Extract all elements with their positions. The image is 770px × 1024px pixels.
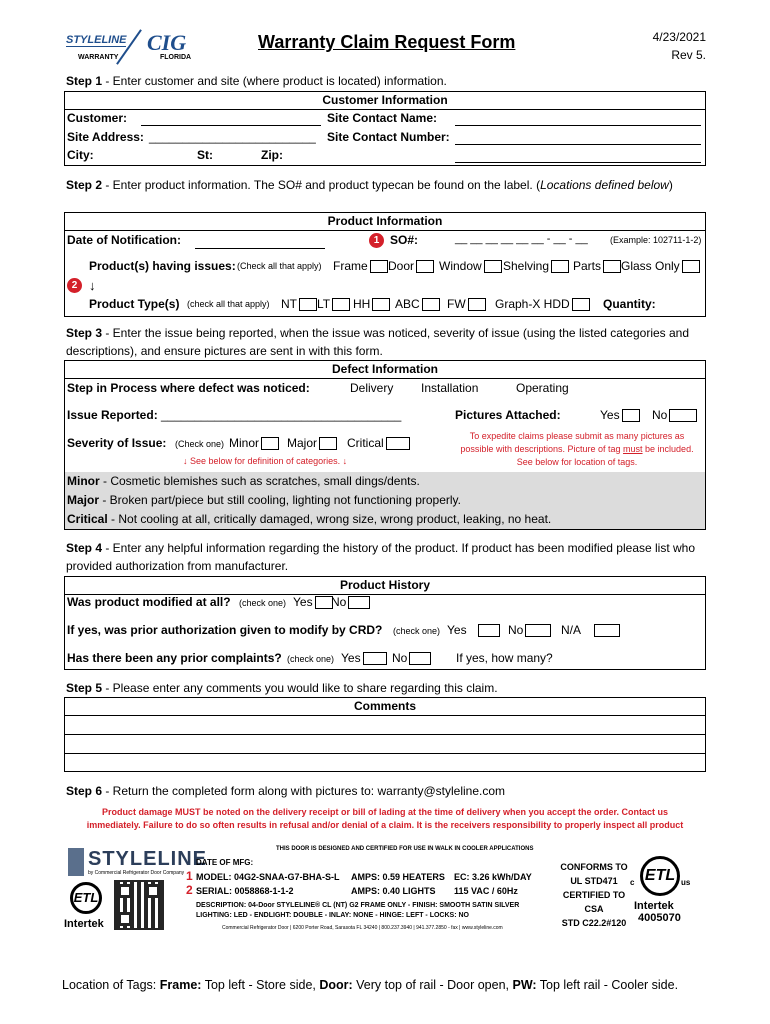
issue-glass-checkbox[interactable]	[682, 260, 700, 273]
tag-headline: THIS DOOR IS DESIGNED AND CERTIFIED FOR USE IN WALK IN COOLER APPLICATIONS	[276, 846, 534, 852]
city-label: City:	[67, 148, 94, 162]
tag-voltage: 115 VAC / 60Hz	[454, 886, 518, 896]
comments-header: Comments	[64, 697, 706, 716]
logo-warranty: WARRANTY	[78, 54, 119, 61]
so-number-field[interactable]: __ __ __ __ __ __ - __ - __	[455, 233, 588, 245]
complaints-question: Has there been any prior complaints?	[67, 651, 282, 665]
so-label: SO#:	[390, 233, 419, 247]
issue-glass-option[interactable]: Glass Only	[621, 259, 702, 273]
authorization-na-checkbox[interactable]	[594, 624, 620, 637]
modified-yes-option[interactable]: Yes	[293, 595, 335, 609]
damage-notice: Product damage MUST be noted on the delivery receipt or bill of lading at the time of delivery when you accept the order. Contact us immediately. Failure to do so often results in refusal and/or denial of a claim. It is the receivers responsibility to properly inspect all product	[86, 807, 684, 830]
site-contact-extra-field[interactable]	[455, 148, 701, 163]
minor-definition: Minor - Cosmetic blemishes such as scratches, small dings/dents.	[67, 474, 420, 488]
defect-info-header: Defect Information	[64, 360, 706, 379]
complaints-no-checkbox[interactable]	[409, 652, 431, 665]
severity-definitions	[65, 472, 705, 529]
comments-section[interactable]	[64, 716, 706, 772]
check-all-hint: (Check all that apply)	[237, 261, 322, 271]
modified-question: Was product modified at all?	[67, 595, 231, 609]
state-label: St:	[197, 148, 213, 162]
logo-cig: CIG	[147, 30, 187, 55]
issue-window-option[interactable]: Window	[439, 259, 504, 273]
process-installation[interactable]: Installation	[421, 381, 479, 395]
type-graphx-checkbox[interactable]	[572, 298, 590, 311]
process-delivery[interactable]: Delivery	[350, 381, 394, 395]
tag-address: Commercial Refrigerator Door | 6200 Porter Road, Sarasota FL 34240 | 800.237.3940 | 941.377.2850 - fax | www.styleline.com	[222, 925, 503, 931]
tag-badge-2: 2	[186, 883, 193, 897]
pictures-attached-label: Pictures Attached:	[455, 408, 561, 422]
customer-label: Customer:	[67, 111, 128, 125]
date-of-notification-field[interactable]	[195, 233, 325, 249]
authorization-question: If yes, was prior authorization given to modify by CRD?	[67, 623, 383, 637]
type-hh-option[interactable]: HH	[353, 297, 392, 311]
defect-info-section	[64, 379, 706, 530]
logo-styleline: STYLELINE	[66, 34, 127, 46]
severity-major-option[interactable]: Major	[287, 436, 339, 450]
etl-logo-left: ETL	[70, 882, 102, 914]
step-in-process-label: Step in Process where defect was noticed:	[67, 381, 310, 395]
step3-instruction: Step 3 - Enter the issue being reported, when the issue was noticed, severity of issue (using the listed categories and descriptions), and ensure pictures are sent in with this form.	[66, 326, 690, 358]
pictures-no-option[interactable]: No	[652, 408, 699, 422]
type-fw-option[interactable]: FW	[447, 297, 488, 311]
tag-model: MODEL: 04G2-SNAA-G7-BHA-S-L	[196, 872, 340, 882]
step5-instruction: Step 5 - Please enter any comments you would like to share regarding this claim.	[66, 681, 498, 695]
step1-instruction: Step 1 - Enter customer and site (where product is located) information.	[66, 74, 447, 88]
issue-parts-checkbox[interactable]	[603, 260, 621, 273]
how-many-label: If yes, how many?	[456, 651, 553, 665]
severity-critical-option[interactable]: Critical	[347, 436, 412, 450]
down-arrow-icon: ↓	[89, 278, 96, 293]
products-issues-label: Product(s) having issues:	[89, 259, 236, 273]
major-definition: Major - Broken part/piece but still cooling, lighting not functioning properly.	[67, 493, 461, 507]
check-all-hint-2: (check all that apply)	[187, 299, 270, 309]
see-below-definition: ↓ See below for definition of categories. ↓	[183, 456, 348, 466]
step4-instruction: Step 4 - Enter any helpful information regarding the history of the product. If product has been modified please list who provided authorization from manufacturer.	[66, 541, 696, 573]
step6-instruction: Step 6 - Return the completed form along with pictures to: warranty@styleline.com	[66, 784, 506, 798]
issue-frame-checkbox[interactable]	[370, 260, 388, 273]
complaints-check-one: (check one)	[287, 654, 335, 664]
pictures-no-checkbox[interactable]	[669, 409, 697, 422]
site-contact-name-field[interactable]	[455, 111, 701, 126]
issue-window-checkbox[interactable]	[484, 260, 502, 273]
customer-field[interactable]	[141, 111, 321, 126]
site-contact-number-field[interactable]	[455, 130, 701, 145]
type-abc-option[interactable]: ABC	[395, 297, 442, 311]
type-graphx-option[interactable]: Graph-X HDD	[495, 297, 592, 311]
issue-frame-option[interactable]: Frame	[333, 259, 390, 273]
page-title: Warranty Claim Request Form	[258, 32, 516, 52]
type-nt-option[interactable]: NT	[281, 297, 319, 311]
severity-label: Severity of Issue:	[67, 436, 167, 450]
form-date: 4/23/2021	[652, 30, 706, 44]
tag-location-footer: Location of Tags: Frame: Top left - Store side, Door: Very top of rail - Door open, PW: Top left rail - Cooler side.	[62, 978, 679, 992]
authorization-no-checkbox[interactable]	[525, 624, 551, 637]
product-history-header: Product History	[64, 576, 706, 595]
product-info-header: Product Information	[64, 212, 706, 231]
tag-amps-lights: AMPS: 0.40 LIGHTS	[351, 886, 436, 896]
product-types-label: Product Type(s)	[89, 297, 180, 311]
authorization-yes-option[interactable]: Yes	[447, 623, 502, 637]
tag-lighting: LIGHTING: LED - ENDLIGHT: DOUBLE - INLAY: NONE - HINGE: LEFT - LOCKS: NO	[196, 912, 469, 919]
issue-reported-field[interactable]: ____________________________________	[161, 408, 402, 422]
authorization-na-option[interactable]: N/A	[561, 623, 622, 637]
product-tag-image	[64, 842, 706, 942]
expedite-note: To expedite claims please submit as many pictures as possible with descriptions. Picture of tag must be included. See below for location of tags.	[460, 431, 694, 467]
etl-us-mark: us	[681, 878, 691, 887]
authorization-yes-checkbox[interactable]	[478, 624, 500, 637]
issue-shelving-checkbox[interactable]	[551, 260, 569, 273]
severity-minor-option[interactable]: Minor	[229, 436, 281, 450]
modified-no-option[interactable]: No	[331, 595, 372, 609]
product-info-section	[64, 231, 706, 317]
complaints-no-option[interactable]: No	[392, 651, 433, 665]
issue-door-checkbox[interactable]	[416, 260, 434, 273]
complaints-yes-option[interactable]: Yes	[341, 651, 389, 665]
modified-check-one: (check one)	[239, 598, 287, 608]
tag-intertek-right: Intertek	[634, 900, 674, 912]
tag-brand: STYLELINE	[88, 848, 208, 870]
type-hh-checkbox[interactable]	[372, 298, 390, 311]
site-contact-name-label: Site Contact Name:	[327, 111, 438, 125]
tag-intertek-number: 4005070	[638, 912, 681, 924]
authorization-check-one: (check one)	[393, 626, 441, 636]
tag-serial: SERIAL: 0058868-1-1-2	[196, 886, 294, 896]
authorization-no-option[interactable]: No	[508, 623, 553, 637]
tag-ec: EC: 3.26 kWh/DAY	[454, 872, 532, 882]
tag-badge-1: 1	[186, 869, 193, 883]
complaints-yes-checkbox[interactable]	[363, 652, 387, 665]
customer-info-section	[64, 110, 706, 166]
modified-no-checkbox[interactable]	[348, 596, 370, 609]
type-nt-checkbox[interactable]	[299, 298, 317, 311]
critical-definition: Critical - Not cooling at all, critically damaged, wrong size, wrong product, leaking, no heat.	[67, 512, 552, 526]
type-abc-checkbox[interactable]	[422, 298, 440, 311]
zip-label: Zip:	[261, 148, 283, 162]
tag-amps-heaters: AMPS: 0.59 HEATERS	[351, 872, 445, 882]
tag-date-mfg: DATE OF MFG:	[196, 858, 254, 867]
so-badge-1: 1	[369, 233, 384, 248]
styleline-logo-mark	[68, 848, 84, 876]
issue-shelving-option[interactable]: Shelving	[503, 259, 571, 273]
type-lt-option[interactable]: LT	[317, 297, 352, 311]
type-fw-checkbox[interactable]	[468, 298, 486, 311]
so-example: (Example: 102711-1-2)	[610, 235, 702, 245]
tag-description: DESCRIPTION: 04-Door STYLELINE® CL (NT) G2 FRAME ONLY - FINISH: SMOOTH SATIN SILVER	[196, 902, 520, 909]
tag-conforms: CONFORMS TO UL STD471 CERTIFIED TO CSA STD C22.2#120	[560, 862, 628, 928]
modified-yes-checkbox[interactable]	[315, 596, 333, 609]
issue-reported-label: Issue Reported:	[67, 408, 158, 422]
customer-info-header: Customer Information	[64, 91, 706, 110]
step2-instruction: Step 2 - Enter product information. The SO# and product typecan be found on the label. (Locations defined below)	[66, 178, 673, 192]
issue-parts-option[interactable]: Parts	[573, 259, 623, 273]
pictures-yes-option[interactable]: Yes	[600, 408, 642, 422]
etl-c-mark: c	[630, 878, 635, 887]
tag-brand-sub: by Commercial Refrigerator Door Company	[88, 870, 185, 876]
site-address-field[interactable]: _________________________	[149, 130, 316, 144]
process-operating[interactable]: Operating	[516, 381, 569, 395]
pictures-yes-checkbox[interactable]	[622, 409, 640, 422]
type-lt-checkbox[interactable]	[332, 298, 350, 311]
tag-intertek-left: Intertek	[64, 918, 104, 930]
issue-door-option[interactable]: Door	[388, 259, 436, 273]
etl-logo-right: ETL	[640, 856, 680, 896]
severity-major-checkbox[interactable]	[319, 437, 337, 450]
site-address-label: Site Address:	[67, 130, 144, 144]
product-history-section	[64, 595, 706, 670]
severity-critical-checkbox[interactable]	[386, 437, 410, 450]
date-of-notification-label: Date of Notification:	[67, 233, 181, 247]
form-revision: Rev 5.	[671, 48, 706, 62]
quantity-label: Quantity:	[603, 297, 656, 311]
severity-check-one: (Check one)	[175, 439, 225, 449]
logo-florida: FLORIDA	[160, 54, 192, 61]
type-badge-2: 2	[67, 278, 82, 293]
severity-minor-checkbox[interactable]	[261, 437, 279, 450]
site-contact-number-label: Site Contact Number:	[327, 130, 450, 144]
company-logo	[62, 28, 202, 68]
qr-code-icon	[114, 880, 164, 930]
